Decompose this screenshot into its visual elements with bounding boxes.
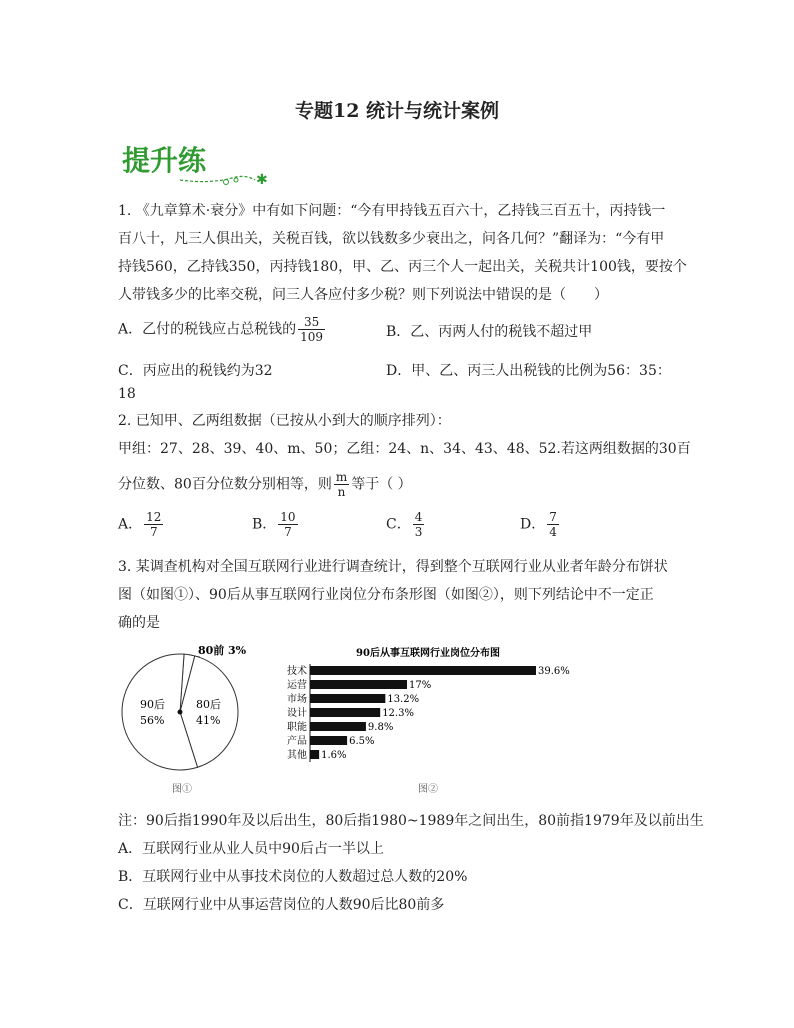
- q1-option-d: D．甲、乙、丙三人出税钱的比例为56：35：: [386, 363, 671, 379]
- q2-line1: 2. 已知甲、乙两组数据（已按从小到大的顺序排列）：: [118, 413, 451, 429]
- bar-category-label: 技术: [287, 666, 307, 677]
- q2-option-a-label: A．: [118, 516, 143, 533]
- q1-line3: 持钱560，乙持钱350，丙持钱180，甲、乙、丙三个人一起出关，关税共计100钱，要按个: [118, 259, 687, 275]
- q2-option-c-label: C．: [386, 516, 411, 533]
- q2-option-d-den: 4: [549, 525, 557, 539]
- q2-option-a-num: 12: [146, 510, 162, 524]
- bar-category-label: 产品: [287, 736, 307, 747]
- q1-option-a-den: 109: [300, 330, 324, 344]
- q2-fraction-den: n: [337, 485, 346, 499]
- q1-line1: 1. 《九章算术·衰分》中有如下问题：“今有甲持钱五百六十，乙持钱三百五十，丙持钱一: [118, 203, 666, 219]
- pie-label-value-0: 56%: [140, 714, 165, 727]
- q2-option-b-den: 7: [284, 525, 292, 539]
- q2-option-b-num: 10: [280, 510, 296, 524]
- q2-option-a-fraction: [144, 510, 163, 539]
- q1-line2: 百八十，凡三人俱出关，关税百钱，欲以钱数多少衰出之，问各几何？”翻译为：“今有甲: [118, 231, 665, 247]
- bar-category-label: 职能: [287, 722, 307, 733]
- q3-note: 注：90后指1990年及以后出生，80后指1980~1989年之间出生，80前指1979年及以前出生: [118, 813, 704, 829]
- bar-0: [310, 666, 536, 675]
- q2-option-d: [520, 510, 561, 539]
- bar-category-label: 其他: [287, 750, 307, 761]
- bar-value-label: 17%: [409, 680, 432, 691]
- q2-line3-b: 等于（ ）: [351, 476, 412, 493]
- bar-value-label: 12.3%: [382, 708, 414, 719]
- q1-option-a-text: A．乙付的税钱应占总税钱的: [118, 321, 297, 338]
- bar-2: [310, 694, 385, 703]
- q2-option-d-num: 7: [549, 510, 557, 524]
- q3-line1: 3. 某调查机构对全国互联网行业进行调查统计，得到整个互联网行业从业者年龄分布饼状: [118, 559, 668, 575]
- svg-text:✱: ✱: [256, 172, 268, 188]
- q3-line3: 确的是: [118, 615, 160, 631]
- bar-category-label: 设计: [287, 708, 307, 719]
- q2-line3: [118, 470, 412, 499]
- pie-caption: 图①: [172, 784, 192, 795]
- bar-caption: 图②: [418, 784, 438, 795]
- pie-center-dot: [178, 710, 183, 715]
- q2-option-a-den: 7: [149, 525, 158, 539]
- q2-line3-a: 分位数、80百分位数分别相等，则: [118, 476, 332, 493]
- bar-value-label: 6.5%: [349, 736, 375, 747]
- q1-option-c: C．丙应出的税钱约为32: [118, 363, 273, 379]
- q2-option-c-fraction: [413, 510, 425, 539]
- bar-value-label: 9.8%: [367, 722, 394, 733]
- pie-label-category-1: 80后: [196, 698, 221, 711]
- q3-option-c: C．互联网行业中从事运营岗位的人数90后比80前多: [118, 897, 445, 913]
- bar-category-label: 市场: [287, 694, 307, 705]
- pie-label-value-1: 41%: [196, 714, 221, 727]
- pie-label-category-2: 80前: [198, 644, 225, 657]
- q2-option-c: [386, 510, 426, 539]
- q2-option-c-den: 3: [414, 525, 423, 539]
- page-title: 专题12 统计与统计案例: [294, 100, 500, 122]
- bar-3: [310, 708, 380, 717]
- q3-option-a: A．互联网行业从业人员中90后占一半以上: [118, 841, 384, 857]
- q1-option-a-num: 35: [298, 315, 325, 330]
- bar-value-label: 13.2%: [387, 694, 420, 705]
- q1-option-a: [118, 315, 327, 344]
- q2-option-b: [252, 510, 300, 539]
- bar-value-label: 39.6%: [538, 666, 570, 677]
- logo-tisheng-lian: [120, 138, 280, 188]
- q2-fraction: [334, 470, 349, 499]
- q1-option-b: B．乙、丙两人付的税钱不超过甲: [386, 324, 593, 340]
- bar-value-label: 1.6%: [321, 750, 347, 761]
- q2-option-c-num: 4: [414, 510, 423, 524]
- bar-chart-title: 90后从事互联网行业岗位分布图: [356, 648, 500, 659]
- q2-option-d-fraction: [547, 510, 559, 539]
- pie-label-category-0: 90后: [140, 698, 165, 711]
- bar-category-label: 运营: [287, 680, 307, 691]
- q2-option-b-label: B．: [252, 516, 277, 533]
- pie-label-value-2: 3%: [228, 644, 247, 657]
- q2-fraction-num: m: [335, 470, 348, 484]
- q2-option-b-fraction: [278, 510, 297, 539]
- q1-option-a-fraction: [298, 315, 325, 344]
- q3-line2: 图（如图①）、90后从事互联网行业岗位分布条形图（如图②），则下列结论中不一定正: [118, 587, 654, 603]
- q2-option-d-label: D．: [520, 516, 546, 533]
- pie-chart-age-distribution: [110, 640, 260, 800]
- bar-5: [310, 736, 347, 745]
- q2-option-a: [118, 510, 165, 539]
- q2-line2: 甲组：27、28、39、40、m、50；乙组：24、n、34、43、48、52.若这两组数据的30百: [118, 441, 691, 457]
- bar-4: [310, 722, 366, 731]
- q1-line4: 人带钱多少的比率交税，问三人各应付多少税？则下列说法中错误的是（ ）: [118, 287, 608, 303]
- bar-chart-job-distribution: [280, 642, 600, 800]
- svg-text:提升练: 提升练: [122, 144, 207, 177]
- bar-1: [310, 680, 407, 689]
- q1-option-d-cont: 18: [118, 386, 136, 402]
- q3-option-b: B．互联网行业中从事技术岗位的人数超过总人数的20%: [118, 869, 468, 885]
- bar-6: [310, 750, 319, 759]
